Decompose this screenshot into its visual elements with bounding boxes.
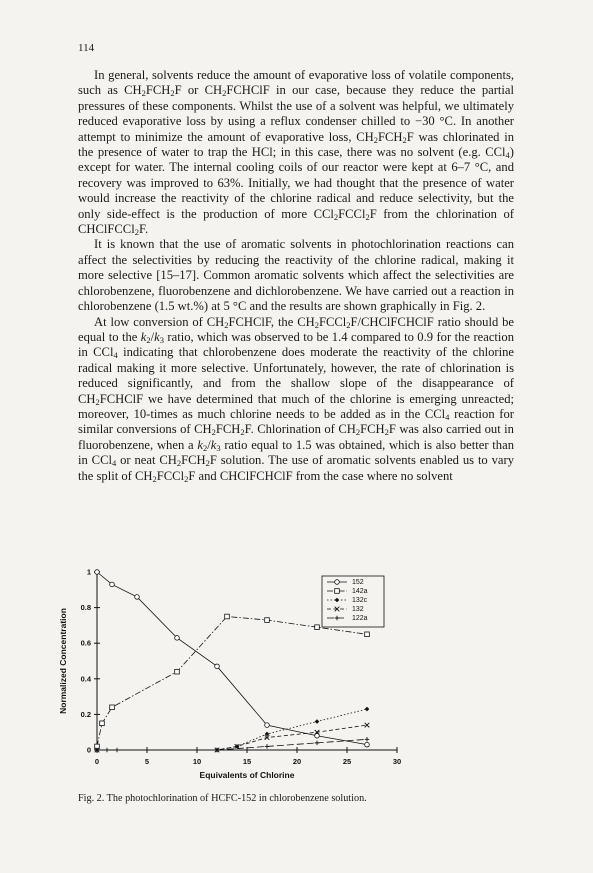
y-tick-label: 0.4 — [80, 674, 91, 684]
series-line-142a — [97, 617, 367, 747]
series-line-132c — [97, 709, 367, 750]
body-text — [78, 68, 514, 484]
data-point-142a — [265, 618, 270, 623]
y-tick-label: 0.6 — [80, 638, 91, 648]
x-tick-label: 15 — [242, 757, 252, 766]
concentration-chart — [52, 560, 472, 780]
paragraph-2: It is known that the use of aromatic solvents in photochlorination reactions can affect the selectivities by reducing the reactivity of the chlorine radical, making it more selective [15–17]. Common aromatic solvents which affect the selectivities are chlorobenzene, fluorobenzene and dichlorobenzene. We have carried out a reaction in chlorobenzene (1.5 wt.%) at 5 °C and the results are shown graphically in Fig. 2. — [78, 237, 514, 314]
data-point-122a — [145, 748, 150, 753]
data-point-132c — [365, 707, 370, 712]
data-point-142a — [110, 705, 115, 710]
x-tick-label: 25 — [342, 757, 352, 766]
series-line-122a — [97, 739, 367, 750]
x-tick-label: 10 — [192, 757, 202, 766]
y-axis-label: Normalized Concentration — [58, 608, 68, 714]
data-point-152 — [265, 723, 270, 728]
legend-marker — [335, 589, 340, 594]
data-point-122a — [265, 744, 270, 749]
data-point-142a — [100, 721, 105, 726]
x-tick-label: 30 — [392, 757, 402, 766]
paragraph-3: At low conversion of $CH_2FCHClF$, the $CH_2FCCl_2F$/CHClFCHClF ratio should be equal to the $k_2/k_3$ ratio, which was observed to be 1.4 compared to 0.9 for the reaction in CCl$_4$ indicating that chlorobenzene does moderate the reactivity of the chlorine radical making it more selective. Unfortunately, however, the rate of chlorination is reduced significantly, and from the shallow slope of the disappearance of $CH_2FCHClF$ we have determined that much of the chlorine is emerging unreacted; moreover, 10-times as much chlorine needs to be added as in the CCl$_4$ reaction for similar conversions of $CH_2FCH_2F$. Chlorination of $CH_2FCH_2F$ was also carried out in fluorobenzene, when a $k_2/k_3$ ratio equal to 1.5 was obtained, which is also better than in CCl$_4$ or neat $CH_2FCH_2F$ solution. The use of aromatic solvents enabled us to vary the split of $CH_2FCCl_2F$ and CHClFCHClF from the case where no solvent — [78, 314, 515, 484]
data-point-152 — [135, 595, 140, 600]
data-point-142a — [175, 669, 180, 674]
x-tick-label: 20 — [292, 757, 302, 766]
data-point-152 — [215, 664, 220, 669]
legend-label: 132 — [352, 606, 364, 613]
data-point-122a — [365, 737, 370, 742]
legend-label: 142a — [352, 588, 368, 595]
data-point-122a — [315, 741, 320, 746]
y-tick-label: 1 — [86, 567, 91, 577]
data-point-122a — [105, 748, 110, 753]
data-point-152 — [110, 582, 115, 587]
y-tick-label: 0.8 — [80, 603, 91, 613]
data-point-122a — [115, 748, 120, 753]
figure-2 — [52, 560, 472, 780]
data-point-142a — [365, 632, 370, 637]
x-tick-label: 0 — [94, 757, 100, 766]
data-point-152 — [365, 742, 370, 747]
data-point-142a — [315, 625, 320, 630]
data-point-142a — [225, 614, 230, 619]
data-point-152 — [95, 570, 100, 575]
data-point-152 — [175, 636, 180, 641]
x-tick-label: 5 — [144, 757, 150, 766]
data-point-132c — [315, 719, 320, 724]
data-point-132 — [365, 723, 370, 728]
x-axis-label: Equivalents of Chlorine — [199, 770, 295, 780]
y-tick-label: 0.2 — [80, 709, 91, 719]
legend-label: 132c — [352, 597, 368, 604]
y-tick-label: 0 — [86, 745, 91, 755]
legend-marker — [335, 580, 340, 585]
legend-label: 152 — [352, 579, 364, 586]
paragraph-1: In general, solvents reduce the amount of evaporative loss of volatile components, such as $CH_2FCH_2F$ or $CH_2FCHClF$ in our case, because they reduce the partial pressures of these components. Whilst the use of a solvent was helpful, we ultimately reduced evaporative loss by using a reflux condenser chilled to −30 °C. In another attempt to minimize the amount of evaporative loss, $CH_2FCH_2F$ was chlorinated in the presence of water to trap the HCl; in this case, there was no solvent (e.g. CCl$_4$) except for water. The internal cooling coils of our reactor were kept at 6–7 °C, and recovery was improved to 63%. Initially, we had thought that the presence of water would increase the reactivity of the chlorine radical and reduce selectivity, but the only side-effect is the production of more CCl$_2$FCCl$_2$F from the chlorination of CHClFCCl$_2$F. — [78, 68, 515, 238]
legend-label: 122a — [352, 615, 368, 622]
figure-caption: Fig. 2. The photochlorination of HCFC-152 in chlorobenzene solution. — [78, 793, 367, 804]
page-number: 114 — [78, 42, 95, 54]
